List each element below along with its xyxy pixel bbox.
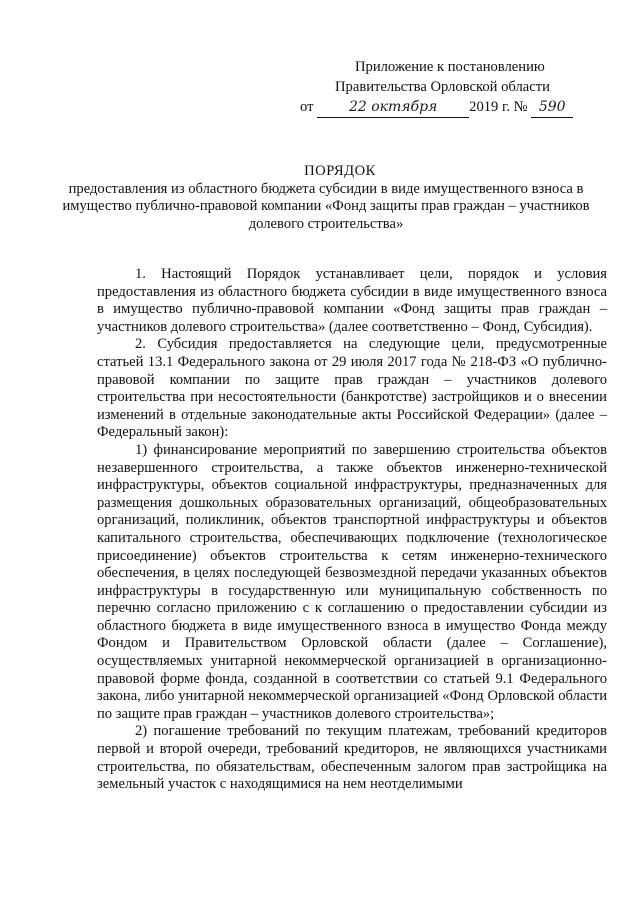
title-subtitle: предоставления из областного бюджета субсидии в виде имущественного взноса в имущество публично-правовой компании «Фонд защиты прав граждан – участников долевого строительства» <box>62 180 590 232</box>
handwritten-date: 22 октября <box>317 97 469 118</box>
handwritten-number: 590 <box>531 97 573 118</box>
appendix-line-1: Приложение к постановлению <box>355 59 545 75</box>
paragraph: 2) погашение требований по текущим платежам, требований кредиторов первой и второй очереди, требований кредиторов, не являющихся участниками строительства, по обязательствам, обеспеченным залогом прав застройщика на земельный участок с находящимися на нем неотделимыми <box>97 723 607 793</box>
document-title <box>40 163 640 233</box>
paragraph: 1. Настоящий Порядок устанавливает цели, порядок и условия предоставления из областного бюджета субсидии в виде имущественного взноса в имущество публично-правовой компании «Фонд защиты прав граждан – участников долевого строительства» (далее соответственно – Фонд, Субсидия). <box>97 266 607 335</box>
appendix-date-line <box>300 97 623 118</box>
date-prefix: от <box>300 99 314 115</box>
title-heading: ПОРЯДОК <box>304 163 376 179</box>
appendix-line-2: Правительства Орловской области <box>335 79 550 95</box>
paragraph: 1) финансирование мероприятий по завершению строительства объектов незавершенного строительства, а также объектов инженерно-технической инфраструктуры, объектов социальной инфраструктуры, предназначенных для размещения дошкольных образовательных организаций, общеобразовательных организаций, поликлиник, объектов транспортной инфраструктуры и объектов капитального строительства, обеспечивающих подключение (технологическое присоединение) объектов строительства к сетям инженерно-технического обеспечения, в целях последующей безвозмездной передачи указанных объектов инфраструктуры в государственную или муниципальную собственность по перечню согласно приложению с к соглашению о предоставлении субсидии из областного бюджета в виде имущественного взноса в имущество Фонда между Фондом и Правительством Орловской области (далее – Соглашение), осуществляемых унитарной некоммерческой организацией в организационно-правовой форме фонда, созданной в соответствии со статьей 9.1 Федерального закона, либо унитарной некоммерческой организацией «Фонд Орловской области по защите прав граждан – участников долевого строительства»; <box>97 441 607 722</box>
year-text: 2019 г. № <box>469 99 528 115</box>
paragraph: 2. Субсидия предоставляется на следующие цели, предусмотренные статьей 13.1 Федерального закона от 29 июля 2017 года № 218-ФЗ «О публично-правовой компании по защите прав граждан – участников долевого строительства при несостоятельности (банкротстве) застройщиков и о внесении изменений в отдельные законодательные акты Российской Федерации» (далее – Федеральный закон): <box>97 336 607 441</box>
document-body <box>97 266 607 794</box>
appendix-header <box>300 57 623 118</box>
